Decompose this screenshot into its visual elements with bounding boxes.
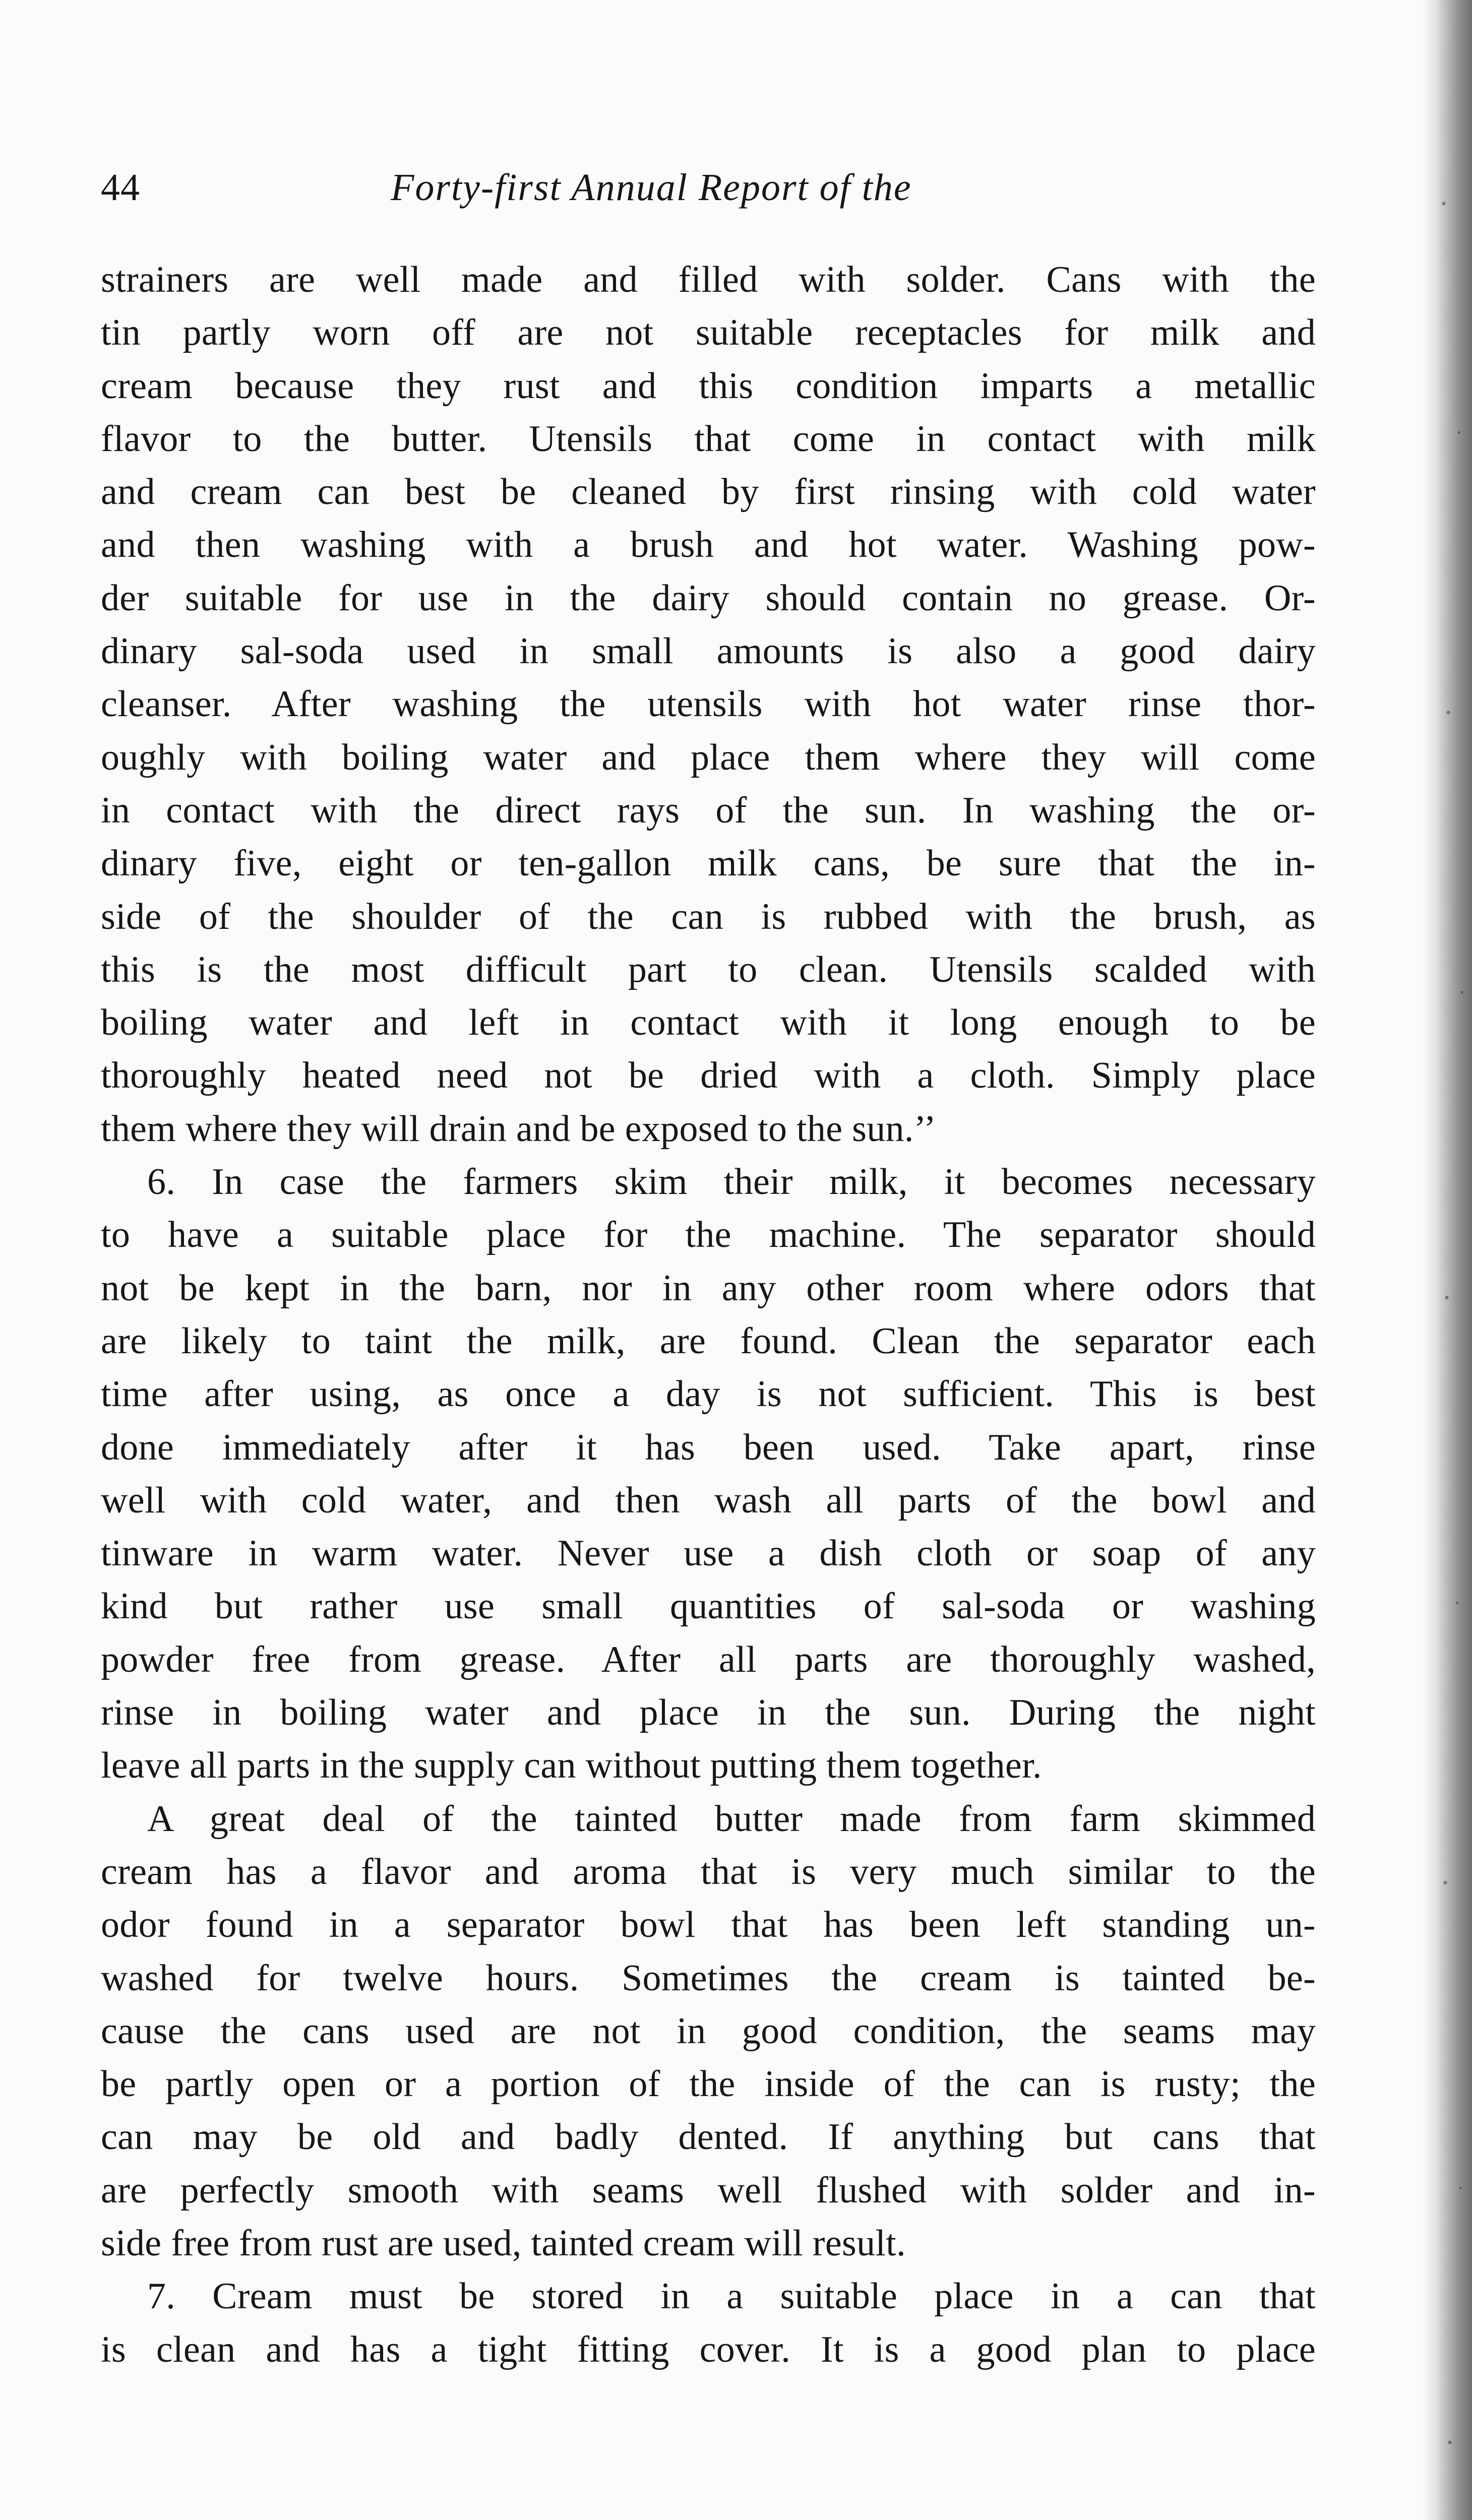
text-line: kind but rather use small quantities of sal-soda or washing	[101, 1586, 1316, 1627]
text-line: this is the most difficult part to clean. Utensils scalded with	[101, 949, 1316, 990]
text-line: tin partly worn off are not suitable receptacles for milk and	[101, 312, 1316, 354]
text-line: are perfectly smooth with seams well flushed with solder and in-	[101, 2169, 1316, 2211]
text-line: side free from rust are used, tainted cream will result.	[101, 2222, 906, 2264]
paragraph-start-line: 7. Cream must be stored in a suitable place in a can that	[147, 2276, 1316, 2317]
text-line: strainers are well made and filled with solder. Cans with the	[101, 259, 1316, 300]
text-line: well with cold water, and then wash all parts of the bowl and	[101, 1479, 1316, 1521]
text-line: can may be old and badly dented. If anything but cans that	[101, 2116, 1316, 2158]
text-line: odor found in a separator bowl that has been left standing un-	[101, 1904, 1316, 1946]
text-line: to have a suitable place for the machine. The separator should	[101, 1214, 1316, 1256]
text-line: cream because they rust and this condition imparts a metallic	[101, 365, 1316, 407]
text-line: done immediately after it has been used. Take apart, rinse	[101, 1426, 1316, 1468]
text-line: and cream can best be cleaned by first rinsing with cold water	[101, 471, 1316, 513]
text-line: cause the cans used are not in good condition, the seams may	[101, 2010, 1316, 2052]
text-line: leave all parts in the supply can without putting them together.	[101, 1745, 1042, 1787]
body-text	[101, 254, 1316, 2376]
text-line: side of the shoulder of the can is rubbed with the brush, as	[101, 896, 1316, 937]
text-line: is clean and has a tight fitting cover. It is a good plan to place	[101, 2328, 1316, 2370]
text-line: washed for twelve hours. Sometimes the cream is tainted be-	[101, 1957, 1316, 1999]
text-line: and then washing with a brush and hot water. Washing pow-	[101, 524, 1316, 566]
text-line: der suitable for use in the dairy should contain no grease. Or-	[101, 577, 1316, 619]
text-line: tinware in warm water. Never use a dish cloth or soap of any	[101, 1533, 1316, 1574]
running-head: Forty-first Annual Report of the	[391, 166, 912, 209]
text-line: dinary five, eight or ten-gallon milk cans, be sure that the in-	[101, 843, 1316, 885]
text-line: not be kept in the barn, nor in any other room where odors that	[101, 1267, 1316, 1309]
paragraph-start-line: 6. In case the farmers skim their milk, it becomes necessary	[147, 1161, 1316, 1203]
page-edge-speckle	[1438, 0, 1468, 2520]
text-line: them where they will drain and be exposed to the sun.’’	[101, 1108, 937, 1150]
text-line: rinse in boiling water and place in the sun. During the night	[101, 1692, 1316, 1734]
text-line: are likely to taint the milk, are found. Clean the separator each	[101, 1320, 1316, 1362]
text-line: thoroughly heated need not be dried with a cloth. Simply place	[101, 1055, 1316, 1097]
text-line: oughly with boiling water and place them where they will come	[101, 736, 1316, 778]
text-line: flavor to the butter. Utensils that come in contact with milk	[101, 418, 1316, 460]
text-line: in contact with the direct rays of the sun. In washing the or-	[101, 789, 1316, 831]
text-line: be partly open or a portion of the inside of the can is rusty; the	[101, 2063, 1316, 2105]
text-line: dinary sal-soda used in small amounts is also a good dairy	[101, 631, 1316, 672]
text-line: cleanser. After washing the utensils with hot water rinse thor-	[101, 683, 1316, 725]
text-line: boiling water and left in contact with it long enough to be	[101, 1002, 1316, 1044]
text-line: powder free from grease. After all parts are thoroughly washed,	[101, 1639, 1316, 1680]
text-line: time after using, as once a day is not sufficient. This is best	[101, 1373, 1316, 1415]
text-line: cream has a flavor and aroma that is very much similar to the	[101, 1851, 1316, 1893]
paragraph-start-line: A great deal of the tainted butter made from farm skimmed	[147, 1798, 1316, 1840]
page-header	[101, 162, 1316, 218]
page-number: 44	[101, 166, 140, 209]
